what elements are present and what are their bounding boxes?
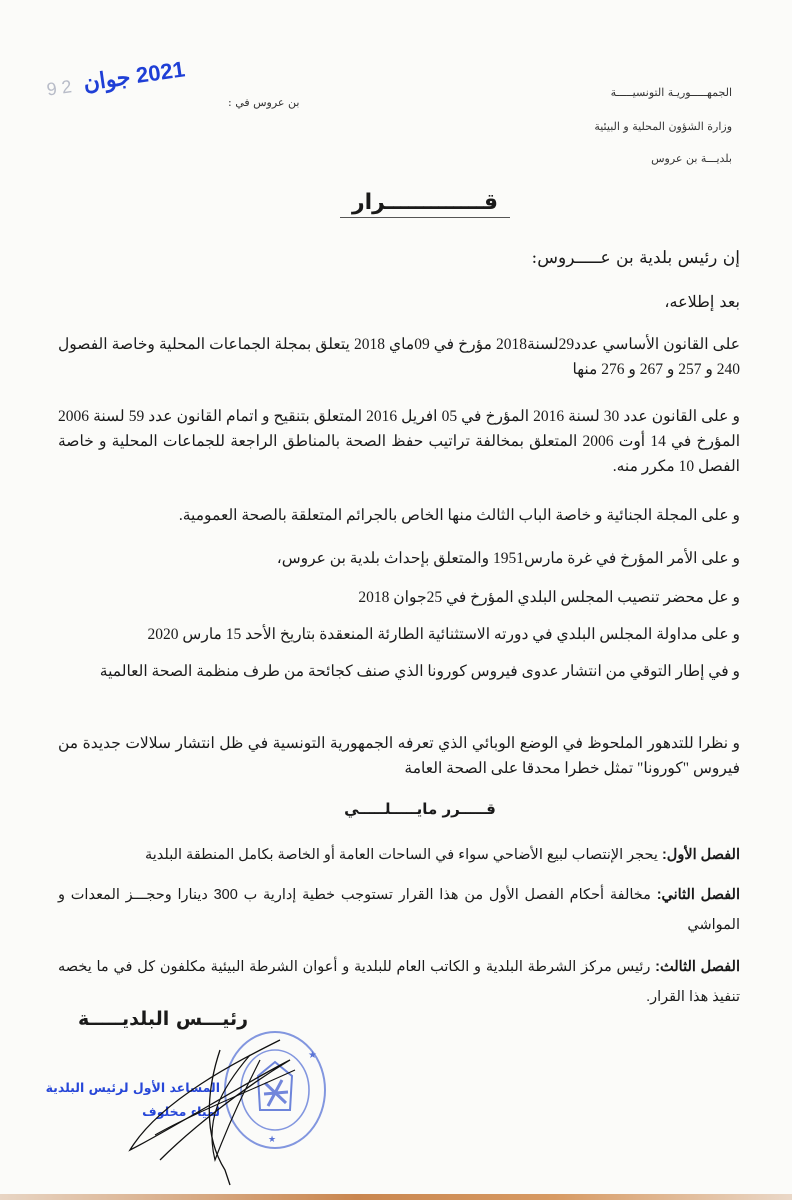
date-stamp-day: 2 9: [45, 76, 74, 100]
issuer-line: إن رئيس بلدية بن عـــــروس:: [531, 248, 740, 268]
deputy-title: المساعد الأول لرئيس البلدية: [45, 1080, 220, 1095]
article-label: الفصل الثالث:: [655, 959, 740, 975]
article-text: رئيس مركز الشرطة البلدية و الكاتب العام للبلدية و أعوان الشرطة البيئية مكلفون كل في ما يخصه تنفيذ هذا القرار.: [58, 959, 740, 1005]
document-title: قـــــــــــــرار: [340, 190, 510, 218]
article-3: [58, 952, 740, 1012]
page-bottom-edge: [0, 1194, 792, 1200]
recital-paragraph: و على المجلة الجنائية و خاصة الباب الثالث منها الخاص بالجرائم المتعلقة بالصحة العمومية.: [178, 507, 740, 524]
decides-heading: قـــــرر مايـــــلـــــي: [344, 800, 496, 818]
recital-paragraph: و عل محضر تنصيب المجلس البلدي المؤرخ في 25جوان 2018: [358, 589, 740, 606]
article-label: الفصل الثاني:: [656, 887, 740, 903]
article-label: الفصل الأول:: [661, 847, 740, 863]
place-date-label: بن عروس في :: [228, 96, 300, 109]
article-text: مخالفة أحكام الفصل الأول من هذا القرار تستوجب خطية إدارية ب 300 دينارا وحجـــز المعدات و المواشي: [58, 887, 740, 933]
handwritten-signature: [100, 1020, 300, 1190]
svg-text:★: ★: [268, 1135, 277, 1145]
recital-paragraph: و نظرا للتدهور الملحوظ في الوضع الوبائي الذي تعرفه الجمهورية التونسية في ظل انتشار سلالات جديدة من فيروس "كورونا" تمثل خطرا محدقا على الصحة العامة: [58, 735, 740, 777]
article-2: [58, 880, 740, 940]
recital-paragraph: و على الأمر المؤرخ في غرة مارس1951 والمتعلق بإحداث بلدية بن عروس،: [276, 550, 740, 567]
letterhead-ministry: وزارة الشؤون المحلية و البيئية: [594, 120, 732, 133]
recital-paragraph: و على مداولة المجلس البلدي في دورته الاستثنائية الطارئة المنعقدة بتاريخ الأحد 15 مارس 2020: [147, 626, 740, 643]
svg-text:★: ★: [308, 1050, 317, 1061]
letterhead-municipality: بلديـــة بن عروس: [651, 152, 732, 165]
deputy-name: لمياء مخلوف: [142, 1104, 220, 1119]
recital-paragraph: على القانون الأساسي عدد29لسنة2018 مؤرخ في 09ماي 2018 يتعلق بمجلة الجماعات المحلية وخاصة الفصول 240 و 257 و 267 و 276 منها: [58, 336, 740, 378]
date-stamp-year: 2021: [134, 56, 187, 88]
letterhead-republic: الجمهـــــوريـة التونسيـــــة: [610, 86, 732, 99]
recital-paragraph: و في إطار التوقي من انتشار عدوى فيروس كورونا الذي صنف كجائحة من طرف منظمة الصحة العالمية: [99, 663, 740, 680]
article-text: يحجر الإنتصاب لبيع الأضاحي سواء في الساحات العامة أو الخاصة بكامل المنطقة البلدية: [144, 847, 662, 863]
article-1: [58, 840, 740, 870]
after-review-line: بعد إطلاعه،: [664, 292, 740, 311]
date-stamp: [45, 56, 187, 101]
date-stamp-month: جوان: [81, 64, 132, 96]
recital-paragraph: و على القانون عدد 30 لسنة 2016 المؤرخ في 05 افريل 2016 المتعلق بتنقيح و اتمام القانون عدد 59 لسنة 2006 المؤرخ في 14 أوت 2006 المتعلق بمخالفة تراتيب حفظ الصحة بالمناطق الراجعة للجماعات المحلية و خاصة الفصل 10 مكرر منه.: [58, 408, 740, 475]
signatory-title: رئيـــس البلديـــــة: [78, 1008, 249, 1030]
